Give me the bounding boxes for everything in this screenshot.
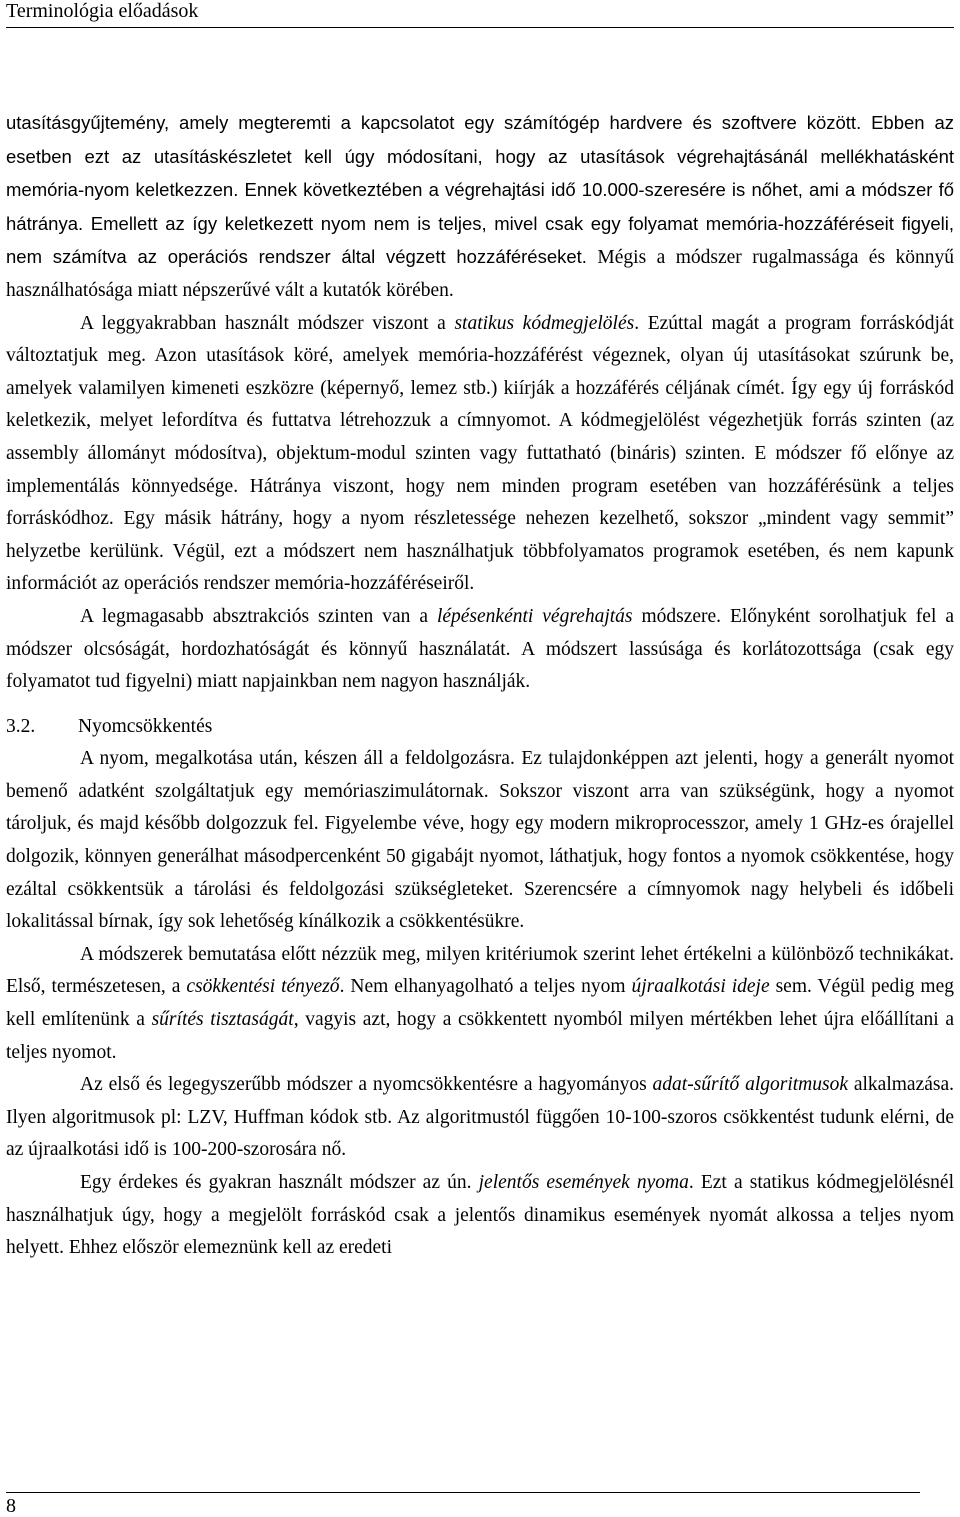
paragraph-4-text: A nyom, megalkotása után, készen áll a feldolgozásra. Ez tulajdonképpen azt jelenti, hogy a generált nyomot bemenő adatként szolgáltatjuk egy memóriaszimulátornak. Sokszor viszont arra van szükségünk, hogy a nyomot tároljuk, és majd később dolgozzuk fel. Figyelembe véve, hogy egy modern mikroprocesszor, amely 1 GHz-es órajellel dolgozik, könnyen generálhat másodpercenként 50 gigabájt nyomot, láthatjuk, hogy fontos a nyomok csökkentése, hogy ezáltal csökkentsük a tárolási és feldolgozási szükségleteket. Szerencsére a címnyomok nagy helybeli és időbeli lokalitással bírnak, így sok lehetőség kínálkozik a csökkentésükre. [6, 748, 954, 933]
paragraph-5-text: A módszerek bemutatása előtt nézzük meg, milyen kritériumok szerint lehet értékelni a különböző technikákat. Első, természetesen, a [6, 943, 954, 998]
paragraph-2-text-2: . Ezúttal magát a program forráskódját változtatjuk meg. Azon utasítások köré, amelyek memória-hozzáférést végeznek, olyan új utasításokat szúrunk be, amelyek valamilyen kimeneti eszközre (képernyő, lemez stb.) kiírják a hozzáférés céljának címét. Így egy új forráskód keletkezik, melyet lefordítva és futtatva létrehozzuk a címnyomot. A kódmegjelölést végezhetjük forrás szinten (az assembly állományt módosítva), objektum-modul szinten vagy futtatható (bináris) szinten. E módszer fő előnye az implementálás könnyedsége. Hátránya viszont, hogy nem minden program esetében van hozzáférésünk a teljes forráskódhoz. Egy másik hátrány, hogy a nyom részletessége nehezen kezelhető, sokszor „mindent vagy semmit” helyzetbe kerülünk. Végül, ezt a módszert nem használhatjuk többfolyamatos programok esetében, és nem kapunk információt az operációs rendszer memória-hozzáféréseiről. [6, 312, 954, 595]
paragraph-1 [6, 107, 954, 308]
section-title: Nyomcsökkentés [78, 715, 213, 737]
term-surites-tisztasagat: sűrítés tisztaságát [151, 1009, 294, 1031]
footer-divider [6, 1492, 920, 1493]
paragraph-5-text-2: . Nem elhanyagolható a teljes nyom [339, 976, 632, 998]
section-number: 3.2. [6, 715, 36, 737]
paragraph-2 [6, 308, 954, 601]
term-csokkentesi-tenyezo: csökkentési tényező [186, 976, 340, 998]
page-number: 8 [6, 1495, 16, 1517]
paragraph-2-text: A leggyakrabban használt módszer viszont a [80, 312, 455, 334]
paragraph-7 [6, 1167, 954, 1265]
paragraph-4 [6, 743, 954, 939]
paragraph-6 [6, 1069, 954, 1167]
section-heading [6, 711, 954, 744]
paragraph-5-text-4: , vagyis azt, hogy a csökkentett nyomból milyen mértékben lehet újra előállítani a teljes nyomot. [6, 1009, 954, 1063]
term-ujraalkotasi-ideje: újraalkotási ideje [631, 976, 770, 998]
header-title: Terminológia előadások [6, 0, 199, 22]
paragraph-1-sans-text: utasításgyűjtemény, amely megteremti a kapcsolatot egy számítógép hardvere és szoftvere között. Ebben az esetben ezt az utasításkészletet kell úgy módosítani, hogy az utasítások végrehajtásánál mellékhatásként memória-nyom keletkezzen. Ennek következtében a végrehajtási idő 10.000-szeresére is nőhet, ami a módszer fő hátránya. [6, 112, 954, 234]
paragraph-5-text-3: sem. Végül pedig meg kell említenünk a [6, 976, 954, 1031]
paragraph-1-text: Mégis a módszer rugalmassága és könnyű használhatósága miatt népszerűvé vált a kutatók körében. [6, 247, 954, 301]
paragraph-1-sans-text-2: Emellett az így keletkezett nyom nem is teljes, mivel csak egy folyamat memória-hozzáféréseit figyeli, nem számítva az operációs rendszer által végzett hozzáféréseket. [6, 212, 954, 268]
paragraph-6-text-2: alkalmazása. Ilyen algoritmusok pl: LZV, Huffman kódok stb. Az algoritmustól függően 10-100-szoros csökkentést tudunk elérni, de az újraalkotási idő is 100-200-szorosára nő. [6, 1074, 955, 1161]
term-statikus-kodmegjeloles: statikus kódmegjelölés [454, 312, 635, 334]
paragraph-3-text: A legmagasabb absztrakciós szinten van a [80, 605, 437, 627]
paragraph-7-text: Egy érdekes és gyakran használt módszer az ún. [80, 1172, 479, 1193]
page-header [6, 0, 954, 28]
paragraph-3-text-2: módszere. Előnyként sorolhatjuk fel a módszer olcsóságát, hordozhatóságát és könnyű használatát. A módszert lassúsága és korlátozottsága (csak egy folyamatot tud figyelni) miatt napjainkban nem nagyon használják. [6, 605, 954, 693]
paragraph-6-text: Az első és legegyszerűbb módszer a nyomcsökkentésre a hagyományos [80, 1074, 653, 1096]
term-adat-surito-algoritmusok: adat-sűrítő algoritmusok [652, 1074, 848, 1096]
term-lepesenkenti-vegrehajtas: lépésenkénti végrehajtás [436, 605, 633, 627]
paragraph-5 [6, 939, 954, 1069]
document-body [6, 107, 954, 1265]
term-jelentos-esemenyek-nyoma: jelentős események nyoma [478, 1172, 689, 1193]
paragraph-7-text-2: . Ezt a statikus kódmegjelölésnél használhatjuk úgy, hogy a megjelölt forráskód csak a jelentős dinamikus események nyomát alkossa a teljes nyom helyett. Ehhez először elemeznünk kell az eredeti [6, 1172, 954, 1259]
paragraph-3 [6, 601, 954, 699]
